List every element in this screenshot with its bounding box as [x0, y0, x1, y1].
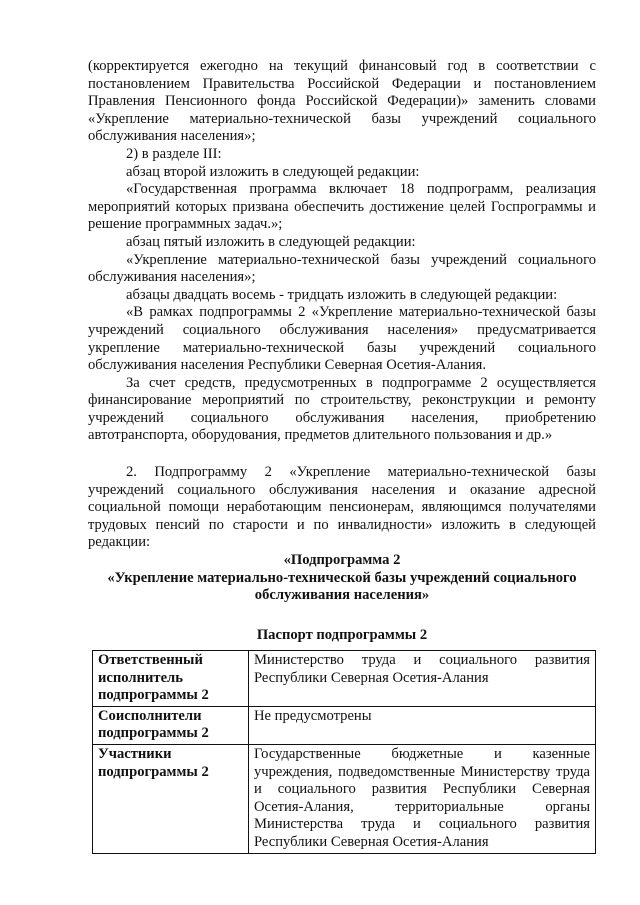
paragraph-6: «Укрепление материально-технической базы учреждений социального обслуживания населения»;: [88, 251, 596, 286]
table-row: [93, 744, 596, 853]
subprogram-heading-line2: «Укрепление материально-технической базы учреждений социального обслуживания населения»: [107, 569, 577, 604]
item-2-paragraph: 2. Подпрограмму 2 «Укрепление материально-технической базы учреждений социального обслуживания населения и оказание адресной социальной помощи неработающим пенсионерам, являющимся получателями трудовых пенсий по старости и по инвалидности» изложить в следующей редакции:: [88, 464, 596, 551]
document-body: [88, 58, 596, 644]
spacer: [88, 445, 596, 464]
paragraph-7: абзацы двадцать восемь - тридцать изложить в следующей редакции:: [126, 286, 558, 303]
row-value-participants: Государственные бюджетные и казенные учреждения, подведомственные Министерству труда и социального развития Республики Северная Осетия-Алания, территориальные органы Министерства труда и социального развития Республики Северная Осетия-Алания: [249, 744, 596, 853]
row-value-coexecutors: Не предусмотрены: [249, 706, 596, 744]
paragraph-1: (корректируется ежегодно на текущий финансовый год в соответствии с постановлением Правительства Российской Федерации и постановлением Правления Пенсионного фонда Российской Федерации)» заменить словами «Укрепление материально-технической базы учреждений социального обслуживания населения»;: [88, 58, 596, 145]
table-row: [93, 651, 596, 707]
subprogram-heading-line1: «Подпрограмма 2: [283, 552, 401, 569]
table-row: [93, 706, 596, 744]
row-label-responsible: Ответственный исполнитель подпрограммы 2: [93, 651, 249, 707]
paragraph-9: За счет средств, предусмотренных в подпрограмме 2 осуществляется финансирование мероприятий по строительству, реконструкции и ремонту учреждений социального обслуживания населения, приобретению автотранспорта, оборудования, предметов длительного пользования и др.»: [88, 374, 596, 444]
paragraph-2: 2) в разделе III:: [126, 145, 222, 162]
passport-table: [92, 650, 596, 854]
paragraph-8: «В рамках подпрограммы 2 «Укрепление материально-технической базы учреждений социального обслуживания населения» предусматривается укрепление материально-технической базы учреждений социального обслуживания населения Республики Северная Осетия-Алания.: [88, 304, 596, 374]
paragraph-5: абзац пятый изложить в следующей редакции:: [126, 233, 416, 250]
row-label-coexecutors: Соисполнители подпрограммы 2: [93, 706, 249, 744]
row-value-responsible: Министерство труда и социального развития Республики Северная Осетия-Алания: [249, 651, 596, 707]
paragraph-3: абзац второй изложить в следующей редакции:: [126, 163, 420, 180]
paragraph-4: «Государственная программа включает 18 подпрограмм, реализация мероприятий которых призвана обеспечить достижение целей Госпрограммы и решение программных задач.»;: [88, 181, 596, 233]
row-label-participants: Участники подпрограммы 2: [93, 744, 249, 853]
passport-title: Паспорт подпрограммы 2: [256, 626, 428, 643]
